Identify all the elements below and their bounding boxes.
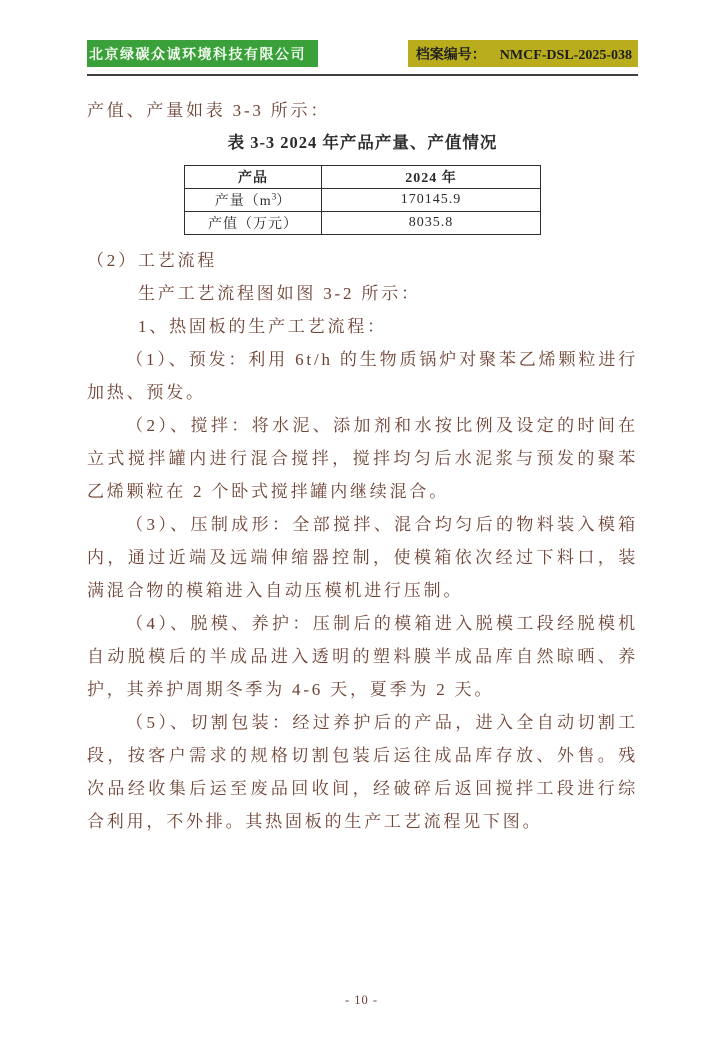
table-cell-value-value: 8035.8: [322, 212, 541, 235]
paragraph-step3-pressing: （3）、压制成形：全部搅拌、混合均匀后的物料装入模箱内，通过近端及远端伸缩器控制，使模箱依次经过下料口，装满混合物的模箱进入自动压模机进行压制。: [87, 515, 638, 600]
table-row-output: [185, 189, 541, 212]
superscript-3: 3: [271, 191, 277, 202]
table-cell-output-value: 170145.9: [322, 189, 541, 212]
page-number: - 10 -: [344, 993, 379, 1007]
table-header-year: 2024 年: [322, 166, 541, 189]
archive-label: 档案编号：: [415, 48, 486, 63]
table-row-value: [185, 212, 541, 235]
paragraph-board-process-heading: 1、热固板的生产工艺流程：: [138, 317, 387, 336]
intro-text: 产值、产量如表 3-3 所示：: [87, 101, 331, 120]
company-name: 北京绿碳众诚环境科技有限公司: [87, 40, 318, 67]
paragraph-step2-mixing: （2）、搅拌：将水泥、添加剂和水按比例及设定的时间在立式搅拌罐内进行混合搅拌，搅拌均匀后水泥浆与预发的聚苯乙烯颗粒在 2 个卧式搅拌罐内继续混合。: [87, 416, 638, 501]
table-title: 表 3-3 2024 年产品产量、产值情况: [227, 133, 498, 152]
paragraph-flowchart-ref: 生产工艺流程图如图 3-2 所示：: [138, 284, 421, 303]
production-table: [184, 165, 541, 235]
table-header-row: [185, 166, 541, 189]
document-page: [0, 40, 723, 1064]
table-cell-value-label: 产值（万元）: [185, 212, 322, 235]
archive-number-band: [408, 40, 638, 67]
table-header-product: 产品: [185, 166, 322, 189]
archive-number: NMCF-DSL-2025-038: [499, 48, 632, 63]
paragraph-step1-prefoam: （1）、预发：利用 6t/h 的生物质锅炉对聚苯乙烯颗粒进行加热、预发。: [87, 350, 638, 402]
page-header: [87, 40, 638, 76]
table-cell-output-label: 产量$(m^3)$: [185, 189, 322, 212]
paragraph-step5-cutting: （5）、切割包装：经过养护后的产品，进入全自动切割工段，按客户需求的规格切割包装后运往成品库存放、外售。残次品经收集后运至废品回收间，经破碎后返回搅拌工段进行综合利用，不外排。其热固板的生产工艺流程见下图。: [87, 713, 638, 831]
page-content: [87, 94, 638, 838]
body-paragraphs: [87, 244, 638, 838]
paragraph-step4-demolding: （4）、脱模、养护：压制后的模箱进入脱模工段经脱模机自动脱模后的半成品进入透明的塑料膜半成品库自然晾晒、养护，其养护周期冬季为 4-6 天，夏季为 2 天。: [87, 614, 638, 699]
paragraph-process-heading: （2）工艺流程: [87, 251, 218, 270]
